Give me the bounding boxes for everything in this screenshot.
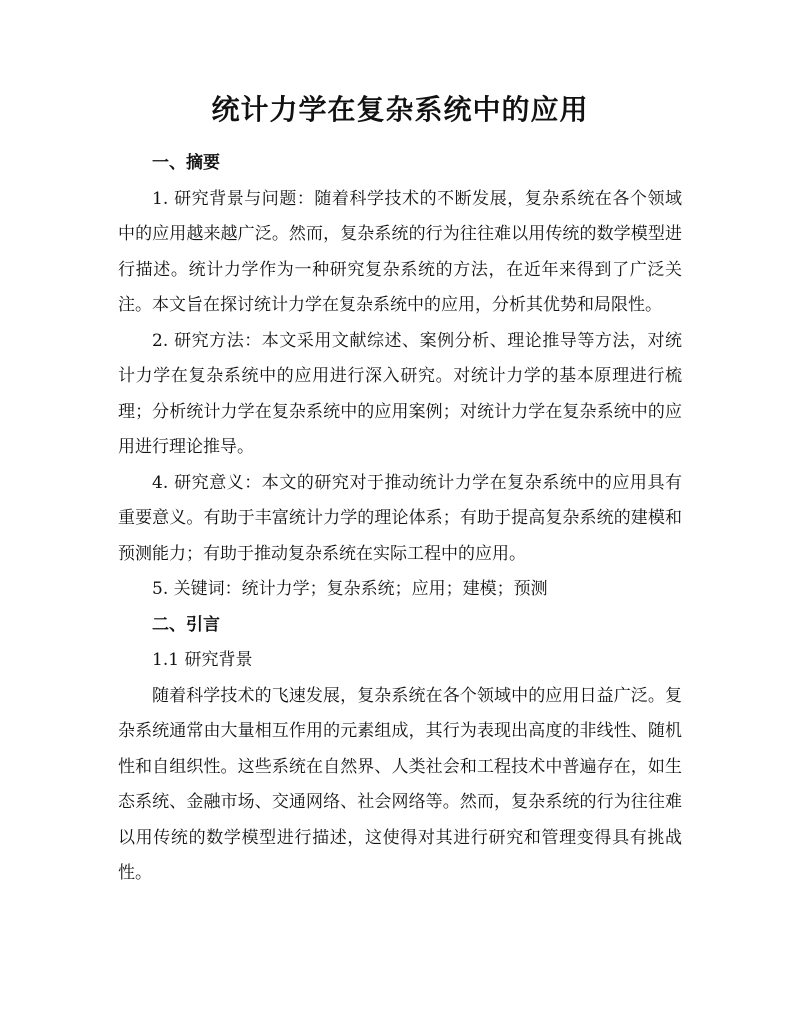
abstract-paragraph-significance: 4. 研究意义：本文的研究对于推动统计力学在复杂系统中的应用具有重要意义。有助于丰富统计力学的理论体系；有助于提高复杂系统的建模和预测能力；有助于推动复杂系统在实际工程中的应用。 bbox=[118, 472, 682, 564]
abstract-paragraph-keywords: 5. 关键词：统计力学；复杂系统；应用；建模；预测 bbox=[152, 579, 548, 599]
abstract-heading: 一、摘要 bbox=[152, 153, 220, 173]
abstract-paragraph-background: 1. 研究背景与问题：随着科学技术的不断发展，复杂系统在各个领域中的应用越来越广泛。然而，复杂系统的行为往往难以用传统的数学模型进行描述。统计力学作为一种研究复杂系统的方法，在近年来得到了广泛关注。本文旨在探讨统计力学在复杂系统中的应用，分析其优势和局限性。 bbox=[118, 188, 682, 315]
document-page bbox=[118, 88, 682, 892]
intro-subheading: 1.1 研究背景 bbox=[152, 650, 253, 670]
document-title: 统计力学在复杂系统中的应用 bbox=[211, 93, 589, 126]
abstract-paragraph-method: 2. 研究方法：本文采用文献综述、案例分析、理论推导等方法，对统计力学在复杂系统中的应用进行深入研究。对统计力学的基本原理进行梳理；分析统计力学在复杂系统中的应用案例；对统计力学在复杂系统中的应用进行理论推导。 bbox=[118, 330, 682, 457]
intro-paragraph-background: 随着科学技术的飞速发展，复杂系统在各个领域中的应用日益广泛。复杂系统通常由大量相互作用的元素组成，其行为表现出高度的非线性、随机性和自组织性。这些系统在自然界、人类社会和工程技术中普遍存在，如生态系统、金融市场、交通网络、社会网络等。然而，复杂系统的行为往往难以用传统的数学模型进行描述，这使得对其进行研究和管理变得具有挑战性。 bbox=[118, 685, 682, 883]
intro-heading: 二、引言 bbox=[152, 614, 220, 635]
